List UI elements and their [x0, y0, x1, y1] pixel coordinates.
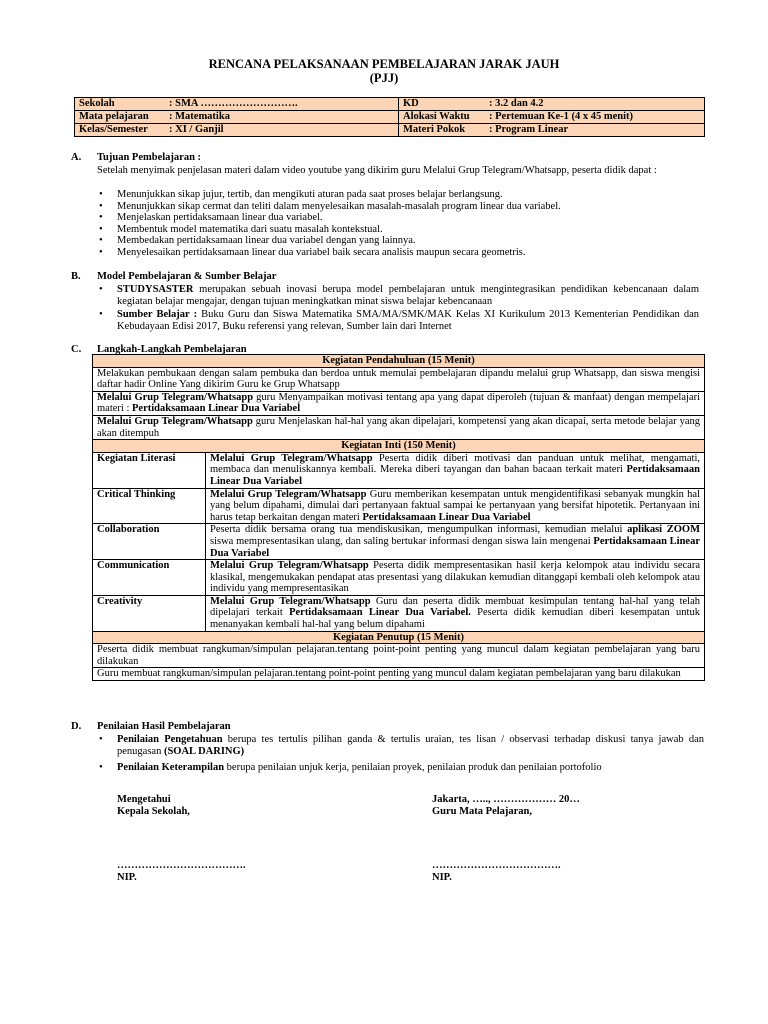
section-d-heading — [71, 721, 231, 732]
table-row — [93, 415, 705, 439]
bullet-icon: • — [99, 189, 103, 200]
signature-right-line1: Jakarta, ….., ……………… 20… — [432, 794, 580, 805]
cell-bold: aplikasi ZOOM — [627, 524, 701, 536]
cell-text: Peserta didik kemudian diberi kesempatan untuk menanyakan kembali hal-hal yang belum dipahami — [210, 607, 700, 631]
list-item-text: Membentuk model matematika dari suatu masalah kontekstual. — [117, 223, 383, 235]
row-label: Kegiatan Literasi — [93, 452, 206, 488]
cell-text: Peserta didik mempresentasikan hasil kerja kelompok atau individu secara klasikal, mengemukakan pendapat atas presentasi yang dilakukan kemudian ditanggapi kembali oleh kelompok atau individu yang mempresentasikan — [210, 560, 700, 595]
table-row — [93, 668, 705, 681]
section-a-intro: Setelah menyimak penjelasan materi dalam video youtube yang dikirim guru Melalui Grup Telegram/Whatsapp, peserta didik dapat : — [97, 165, 657, 176]
bullet-icon: • — [99, 235, 103, 247]
signature-left-line1: Mengetahui — [117, 794, 171, 805]
pendahuluan-row-3 — [93, 415, 705, 439]
info-value: : 3.2 dan 4.2 — [489, 98, 544, 109]
signature-right-line2: Guru Mata Pelajaran, — [432, 806, 533, 817]
cell-bold: Melalui Grup Telegram/Whatsapp — [97, 391, 254, 403]
cell-text: Guru dan peserta didik membuat kesimpulan tentang hal-hal yang telah dipelajari terkait — [210, 595, 700, 619]
signature-left-dots: ………………………………. — [117, 860, 246, 871]
row-content — [206, 452, 705, 488]
bullet-icon: • — [99, 212, 103, 224]
cell-text: siswa mempresentasikan ulang, dan saling bertukar informasi dengan siswa lain mengenai — [210, 535, 594, 547]
info-value: : Matematika — [169, 111, 230, 122]
info-label: KD — [403, 98, 419, 109]
list-item — [99, 247, 704, 259]
section-title: Model Pembelajaran & Sumber Belajar — [97, 271, 277, 282]
row-content — [206, 595, 705, 631]
table-row — [93, 644, 705, 668]
section-a-heading — [71, 152, 201, 163]
bullet-icon: • — [99, 734, 103, 745]
cell-bold: Melalui Grup Telegram/Whatsapp — [210, 488, 367, 500]
table-row — [93, 367, 705, 391]
list-item — [99, 224, 704, 236]
info-cell-mapel — [75, 111, 399, 124]
table-row — [93, 452, 705, 488]
cell-text: Peserta didik diberi motivasi dan panduan untuk melihat, mengamati, membaca dan menuliskannya kembali. Mereka diberi tayangan dan bahan bacaan terkait materi — [210, 452, 700, 476]
section-d-list — [99, 734, 704, 774]
bullet-icon: • — [99, 246, 103, 258]
list-item-text: Menyelesaikan pertidaksamaan linear dua variabel baik secara analisis maupun secara geometris. — [117, 246, 526, 258]
cell-text: Guru memberikan kesempatan untuk mengidentifikasi sebanyak mungkin hal yang belum dipahami, dimulai dari pertanyaan faktual sampai ke pertanyaan yang bersifat hipotetik. Pertanyaan ini harus tetap berkaitan dengan materi — [210, 488, 700, 523]
list-item — [99, 309, 699, 332]
table-row — [93, 524, 705, 560]
cell-bold: Melalui Grup Telegram/Whatsapp — [210, 560, 369, 572]
row-label: Creativity — [93, 595, 206, 631]
info-cell-materi — [399, 124, 705, 137]
section-letter: A. — [71, 152, 82, 163]
cell-text: Peserta didik bersama orang tua mendiskusikan, mengumpulkan informasi, kemudian melalui — [210, 524, 628, 536]
row-content — [206, 524, 705, 560]
row-content — [206, 560, 705, 596]
cell-text: guru Menyampaikan motivasi tentang apa yang dapat diperoleh (tujuan & manfaat) dengan mempelajari materi : — [97, 391, 700, 415]
document-subtitle: (PJJ) — [369, 71, 399, 85]
table-row — [93, 391, 705, 415]
penutup-header: Kegiatan Penutup (15 Menit) — [93, 631, 705, 644]
section-title: Tujuan Pembelajaran : — [97, 152, 202, 163]
row-label: Collaboration — [93, 524, 206, 560]
list-item-text: berupa tes tertulis pilihan ganda & tertulis uraian, tes lisan / observasi terhadap diskusi tanya jawab dan penugasan — [117, 734, 704, 757]
list-item-text: Menunjukkan sikap jujur, tertib, dan mengikuti aturan pada saat proses belajar berlangsung. — [117, 189, 503, 200]
table-header-row — [93, 440, 705, 453]
penutup-row-1: Peserta didik membuat rangkuman/simpulan pelajaran.tentang point-point penting yang muncul dalam kegiatan pembelajaran yang baru dilakukan — [93, 644, 705, 668]
list-item-bold: (SOAL DARING) — [163, 745, 245, 757]
list-item-text: merupakan sebuah inovasi berupa model pembelajaran untuk mengintegrasikan pendidikan kebencanaan dalam kegiatan belajar mengajar, dengan tujuan meningkatkan minat siswa belajar kebencanaan — [117, 284, 699, 307]
cell-bold: Melalui Grup Telegram/Whatsapp — [210, 452, 373, 464]
penutup-row-2: Guru membuat rangkuman/simpulan pelajaran.tentang point-point penting yang muncul dalam kegiatan pembelajaran yang baru dilakukan — [93, 668, 705, 681]
list-item-text: berupa penilaian unjuk kerja, penilaian proyek, penilaian produk dan penilaian portofolio — [224, 762, 602, 774]
cell-bold: Pertidaksamaan Linear Dua Variabel — [210, 464, 700, 487]
list-item — [99, 734, 704, 757]
list-item — [99, 201, 704, 213]
cell-bold: Pertidaksamaan Linear Dua Variabel — [362, 511, 531, 523]
section-letter: C. — [71, 344, 82, 355]
section-b-list — [99, 284, 699, 332]
list-item-bold: Sumber Belajar : — [117, 309, 198, 321]
info-label: Sekolah — [79, 98, 115, 109]
signature-right-dots: ………………………………. — [432, 860, 561, 871]
bullet-icon: • — [99, 762, 103, 774]
info-row — [75, 124, 705, 137]
section-letter: D. — [71, 721, 82, 732]
list-item-bold: Penilaian Pengetahuan — [117, 734, 223, 745]
section-b-heading — [71, 271, 276, 282]
inti-header: Kegiatan Inti (150 Menit) — [93, 440, 705, 453]
info-value: : XI / Ganjil — [169, 124, 224, 135]
cell-text: guru Menjelaskan hal-hal yang akan dipelajari, kompetensi yang akan dicapai, serta metode belajar yang akan ditempuh — [97, 415, 700, 439]
info-cell-kd — [399, 98, 705, 111]
cell-bold: Pertidaksamaan Linear Dua Variabel — [210, 535, 700, 559]
section-a-list — [99, 189, 704, 259]
info-cell-sekolah — [75, 98, 399, 111]
list-item — [99, 284, 699, 307]
section-title: Langkah-Langkah Pembelajaran — [97, 344, 247, 355]
section-letter: B. — [71, 271, 81, 282]
list-item-text: Buku Guru dan Siswa Matematika SMA/MA/SMK/MAK Kelas XI Kurikulum 2013 Kementerian Pendidikan dan Kebudayaan Edisi 2017, Buku referensi yang relevan, Sumber lain dari Internet — [117, 309, 699, 332]
info-value: : Pertemuan Ke-1 (4 x 45 menit) — [489, 111, 634, 122]
list-item-text: Menjelaskan pertidaksamaan linear dua variabel. — [117, 212, 323, 224]
cell-bold: Pertidaksamaan Linear Dua Variabel — [132, 403, 301, 415]
info-table — [74, 97, 705, 137]
cell-bold: Melalui Grup Telegram/Whatsapp — [97, 415, 253, 427]
info-label: Materi Pokok — [403, 124, 466, 135]
pendahuluan-row-1: Melakukan pembukaan dengan salam pembuka dan berdoa untuk memulai pembelajaran dipandu melalui grup Whatsapp, dan siswa mengisi daftar hadir Online Yang dikirim Guru ke Grup Whatsapp — [93, 367, 705, 391]
list-item — [99, 235, 704, 247]
signature-left-line2: Kepala Sekolah, — [117, 806, 190, 817]
steps-table — [92, 354, 705, 681]
info-value: : Program Linear — [489, 124, 569, 135]
cell-bold: Pertidaksamaan Linear Dua Variabel. — [289, 607, 471, 619]
bullet-icon: • — [99, 200, 103, 212]
list-item-text: Membedakan pertidaksamaan linear dua variabel dengan yang lainnya. — [117, 235, 416, 247]
pendahuluan-row-2 — [93, 391, 705, 415]
info-label: Alokasi Waktu — [403, 111, 470, 122]
pendahuluan-header: Kegiatan Pendahuluan (15 Menit) — [93, 355, 705, 368]
info-label: Mata pelajaran — [79, 111, 149, 122]
section-title: Penilaian Hasil Pembelajaran — [97, 721, 231, 732]
row-label: Communication — [93, 560, 206, 596]
list-item-bold: STUDYSASTER — [117, 284, 194, 295]
table-header-row — [93, 355, 705, 368]
row-label: Critical Thinking — [93, 488, 206, 524]
list-item-bold: Penilaian Keterampilan — [117, 762, 225, 774]
bullet-icon: • — [99, 309, 103, 321]
signature-left — [117, 794, 246, 884]
list-item — [99, 212, 704, 224]
info-row — [75, 98, 705, 111]
table-header-row — [93, 631, 705, 644]
table-row — [93, 488, 705, 524]
signature-left-nip: NIP. — [117, 872, 137, 883]
info-cell-kelas — [75, 124, 399, 137]
info-cell-alokasi — [399, 111, 705, 124]
signature-right — [432, 794, 580, 884]
list-item — [99, 762, 704, 774]
info-label: Kelas/Semester — [79, 124, 148, 135]
list-item — [99, 189, 704, 201]
info-value: : SMA ………………………. — [169, 98, 298, 109]
bullet-icon: • — [99, 223, 103, 235]
row-content — [206, 488, 705, 524]
signature-right-nip: NIP. — [432, 872, 452, 883]
table-row — [93, 560, 705, 596]
cell-bold: Melalui Grup Telegram/Whatsapp — [210, 595, 371, 607]
list-item-text: Menunjukkan sikap cermat dan teliti dalam menyelesaikan masalah-masalah program linear dua variabel. — [117, 200, 561, 212]
info-row — [75, 111, 705, 124]
document-title: RENCANA PELAKSANAAN PEMBELAJARAN JARAK JAUH — [208, 57, 560, 71]
table-row — [93, 595, 705, 631]
bullet-icon: • — [99, 284, 103, 295]
